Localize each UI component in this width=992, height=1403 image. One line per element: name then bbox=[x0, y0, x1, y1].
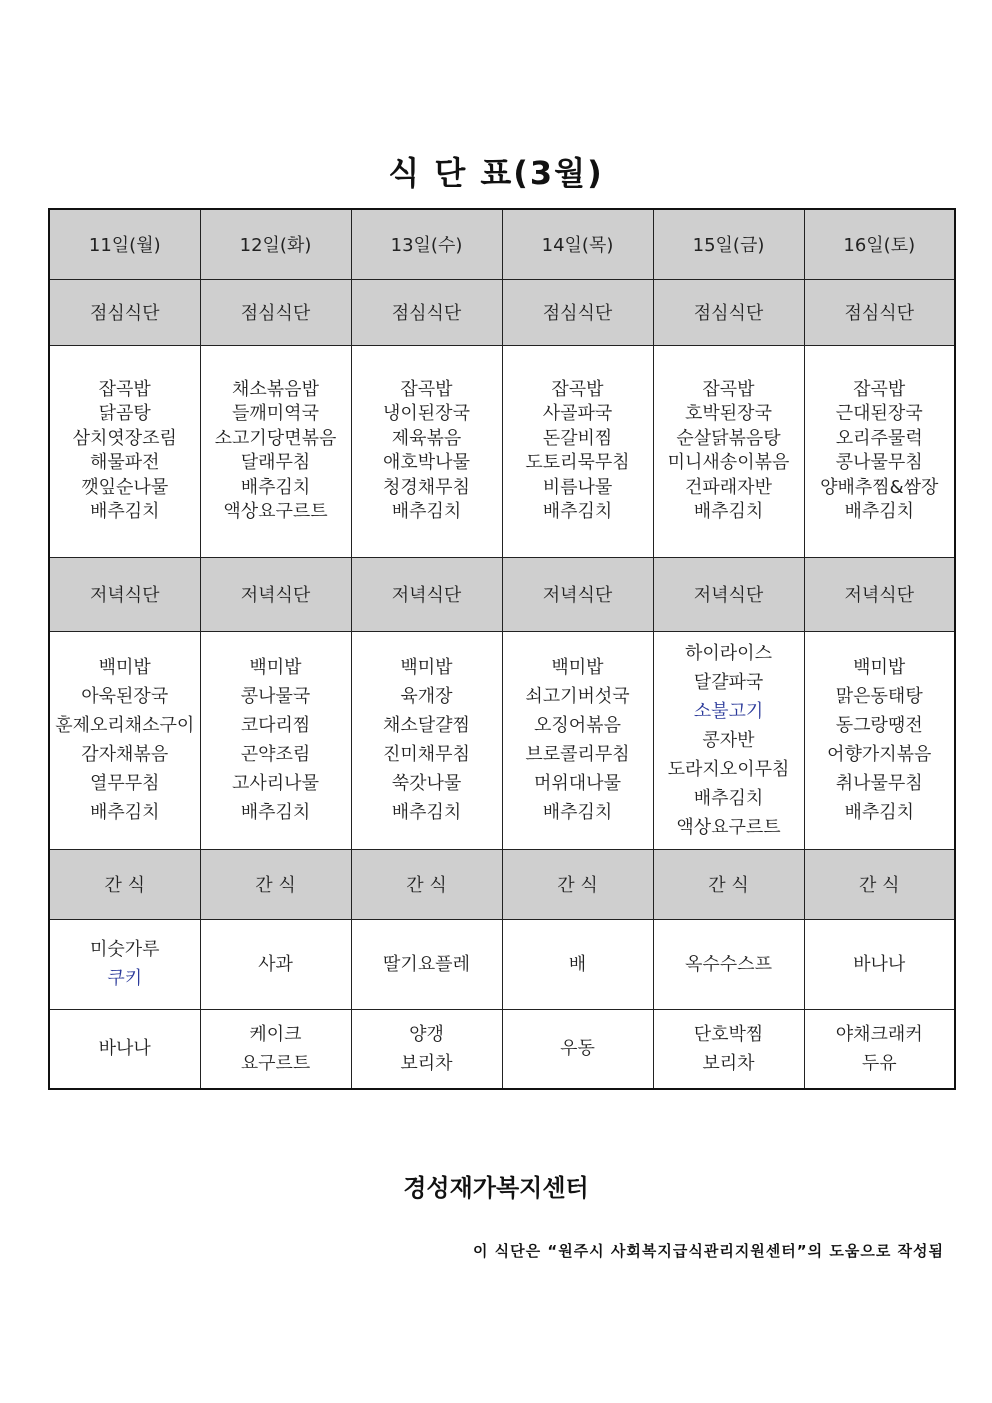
snack1-list bbox=[352, 950, 502, 979]
menu-item: 단호박찜 bbox=[693, 1023, 764, 1045]
menu-item: 요구르트 bbox=[240, 1052, 311, 1074]
dinner-header-cell: 저녁식단 bbox=[49, 557, 200, 631]
snack-header-cell: 간 식 bbox=[49, 849, 200, 919]
menu-item: 머위대나물 bbox=[534, 773, 621, 794]
lunch-cell bbox=[351, 345, 502, 557]
menu-item: 배추김치 bbox=[391, 802, 462, 823]
menu-item: 오징어볶음 bbox=[534, 715, 621, 736]
lunch-header-cell: 점심식단 bbox=[653, 279, 804, 345]
menu-item: 오리주물럭 bbox=[835, 427, 923, 449]
snack1-cell bbox=[653, 919, 804, 1009]
lunch-list bbox=[201, 378, 351, 525]
dinner-list bbox=[352, 653, 502, 827]
menu-item: 순살닭볶음탕 bbox=[676, 427, 781, 449]
dinner-list bbox=[201, 653, 351, 827]
dinner-header-cell: 저녁식단 bbox=[502, 557, 653, 631]
menu-item: 배추김치 bbox=[89, 802, 160, 823]
menu-item: 취나물무침 bbox=[835, 773, 923, 794]
menu-item: 소고기당면볶음 bbox=[214, 427, 337, 449]
lunch-list bbox=[805, 378, 955, 525]
menu-item: 청경채무침 bbox=[383, 476, 470, 498]
menu-item: 배추김치 bbox=[89, 501, 160, 522]
menu-item: 사과 bbox=[258, 953, 293, 975]
menu-item: 콩나물국 bbox=[240, 686, 311, 707]
lunch-header-cell: 점심식단 bbox=[351, 279, 502, 345]
day-header-cell: 15일(금) bbox=[653, 209, 804, 279]
menu-item: 배 bbox=[568, 953, 587, 975]
menu-item: 쿠키 bbox=[107, 968, 143, 989]
lunch-list bbox=[503, 378, 653, 525]
snack1-list bbox=[201, 950, 351, 979]
menu-item: 맑은동태탕 bbox=[835, 686, 923, 707]
menu-item: 양갱 bbox=[409, 1023, 444, 1045]
menu-item: 열무무침 bbox=[89, 773, 160, 794]
snack1-list bbox=[50, 935, 200, 993]
menu-item: 배추김치 bbox=[693, 501, 764, 522]
menu-item: 훈제오리채소구이 bbox=[55, 715, 195, 736]
menu-item: 도토리묵무침 bbox=[525, 452, 630, 473]
snack2-cell bbox=[49, 1009, 200, 1089]
menu-item: 두유 bbox=[861, 1052, 897, 1074]
menu-item: 케이크 bbox=[249, 1023, 302, 1045]
snack-header-cell: 간 식 bbox=[804, 849, 955, 919]
menu-item: 배추김치 bbox=[240, 802, 311, 823]
dinner-header-cell: 저녁식단 bbox=[653, 557, 804, 631]
menu-item: 아욱된장국 bbox=[81, 686, 169, 707]
menu-item: 채소달걀찜 bbox=[383, 715, 470, 736]
dinner-header-cell: 저녁식단 bbox=[804, 557, 955, 631]
lunch-list bbox=[50, 378, 200, 525]
dinner-list bbox=[805, 653, 955, 827]
menu-item: 액상요구르트 bbox=[223, 501, 328, 522]
snack2-cell bbox=[653, 1009, 804, 1089]
page-title: 식 단 표(3월) bbox=[388, 154, 604, 192]
day-header-row bbox=[49, 209, 955, 279]
menu-item: 애호박나물 bbox=[383, 452, 470, 473]
footnote: 이 식단은 “원주시 사회복지급식관리지원센터”의 도움으로 작성됨 bbox=[472, 1242, 944, 1260]
dinner-header-row bbox=[49, 557, 955, 631]
snack-row-1 bbox=[49, 919, 955, 1009]
menu-item: 삼치엿장조림 bbox=[72, 427, 177, 449]
dinner-header-cell: 저녁식단 bbox=[200, 557, 351, 631]
dinner-cell bbox=[653, 631, 804, 849]
lunch-header-row bbox=[49, 279, 955, 345]
menu-item: 잡곡밥 bbox=[98, 378, 151, 400]
day-header-cell: 11일(월) bbox=[49, 209, 200, 279]
snack-header-row bbox=[49, 849, 955, 919]
menu-table bbox=[48, 208, 956, 1090]
lunch-list bbox=[654, 378, 804, 525]
dinner-cell bbox=[49, 631, 200, 849]
menu-item: 미숫가루 bbox=[89, 939, 160, 960]
menu-item: 동그랑땡전 bbox=[835, 715, 923, 736]
menu-item: 닭곰탕 bbox=[98, 403, 151, 424]
snack2-list bbox=[201, 1020, 351, 1078]
center-name: 경성재가복지센터 bbox=[403, 1174, 589, 1202]
menu-item: 배추김치 bbox=[542, 802, 613, 823]
menu-item: 보리차 bbox=[702, 1052, 755, 1074]
menu-item: 들깨미역국 bbox=[232, 403, 319, 424]
menu-item: 액상요구르트 bbox=[676, 816, 781, 838]
snack2-cell bbox=[804, 1009, 955, 1089]
dinner-cell bbox=[804, 631, 955, 849]
lunch-row bbox=[49, 345, 955, 557]
lunch-cell bbox=[653, 345, 804, 557]
menu-item: 백미밥 bbox=[98, 657, 151, 678]
menu-item: 콩나물무침 bbox=[835, 452, 923, 473]
snack2-list bbox=[50, 1034, 200, 1063]
snack1-cell bbox=[200, 919, 351, 1009]
menu-item: 도라지오이무침 bbox=[667, 758, 790, 780]
menu-item: 깻잎순나물 bbox=[81, 476, 169, 498]
menu-item: 달걀파국 bbox=[693, 671, 764, 693]
menu-item: 돈갈비찜 bbox=[542, 427, 613, 449]
snack-header-cell: 간 식 bbox=[653, 849, 804, 919]
menu-item: 쑥갓나물 bbox=[391, 773, 462, 794]
menu-item: 잡곡밥 bbox=[400, 378, 453, 400]
snack1-list bbox=[503, 950, 653, 979]
snack2-cell bbox=[502, 1009, 653, 1089]
lunch-cell bbox=[502, 345, 653, 557]
day-header-cell: 14일(목) bbox=[502, 209, 653, 279]
menu-item: 곤약조림 bbox=[240, 744, 311, 765]
menu-item: 코다리찜 bbox=[240, 715, 311, 736]
menu-item: 쇠고기버섯국 bbox=[525, 686, 630, 707]
snack1-cell bbox=[502, 919, 653, 1009]
menu-item: 배추김치 bbox=[844, 501, 915, 522]
dinner-cell bbox=[200, 631, 351, 849]
lunch-cell bbox=[49, 345, 200, 557]
snack2-list bbox=[503, 1034, 653, 1063]
menu-item: 소불고기 bbox=[693, 700, 764, 722]
menu-item: 우동 bbox=[560, 1038, 595, 1060]
menu-item: 백미밥 bbox=[400, 657, 453, 678]
menu-item: 잡곡밥 bbox=[853, 378, 906, 400]
menu-item: 배추김치 bbox=[391, 501, 462, 522]
menu-item: 진미채무침 bbox=[383, 744, 470, 765]
snack-header-cell: 간 식 bbox=[351, 849, 502, 919]
menu-item: 바나나 bbox=[853, 953, 906, 975]
menu-item: 미니새송이볶음 bbox=[667, 452, 790, 473]
lunch-list bbox=[352, 378, 502, 525]
lunch-header-cell: 점심식단 bbox=[49, 279, 200, 345]
menu-item: 달래무침 bbox=[240, 452, 311, 473]
menu-item: 브로콜리무침 bbox=[525, 744, 630, 765]
menu-item: 호박된장국 bbox=[685, 403, 772, 424]
menu-item: 백미밥 bbox=[551, 657, 604, 678]
dinner-cell bbox=[502, 631, 653, 849]
snack2-cell bbox=[351, 1009, 502, 1089]
menu-item: 배추김치 bbox=[693, 787, 764, 809]
menu-item: 배추김치 bbox=[844, 802, 915, 823]
snack2-list bbox=[654, 1020, 804, 1078]
snack-header-cell: 간 식 bbox=[502, 849, 653, 919]
menu-item: 채소볶음밥 bbox=[232, 378, 319, 400]
lunch-cell bbox=[804, 345, 955, 557]
menu-item: 비름나물 bbox=[542, 476, 613, 498]
menu-item: 야채크래커 bbox=[835, 1023, 923, 1045]
menu-item: 사골파국 bbox=[542, 403, 613, 424]
menu-item: 잡곡밥 bbox=[702, 378, 755, 400]
menu-item: 배추김치 bbox=[542, 501, 613, 522]
dinner-cell bbox=[351, 631, 502, 849]
menu-item: 배추김치 bbox=[240, 476, 311, 498]
dinner-list bbox=[503, 653, 653, 827]
menu-item: 백미밥 bbox=[249, 657, 302, 678]
dinner-list bbox=[654, 639, 804, 842]
menu-item: 콩자반 bbox=[702, 729, 755, 751]
menu-item: 감자채볶음 bbox=[81, 744, 169, 765]
snack1-cell bbox=[804, 919, 955, 1009]
menu-item: 어향가지볶음 bbox=[827, 744, 932, 765]
menu-item: 양배추찜&쌈장 bbox=[820, 476, 939, 498]
snack1-cell bbox=[351, 919, 502, 1009]
day-header-cell: 13일(수) bbox=[351, 209, 502, 279]
menu-item: 옥수수스프 bbox=[685, 953, 772, 975]
menu-item: 건파래자반 bbox=[685, 476, 772, 498]
day-header-cell: 16일(토) bbox=[804, 209, 955, 279]
snack1-cell bbox=[49, 919, 200, 1009]
snack-row-2 bbox=[49, 1009, 955, 1089]
menu-item: 하이라이스 bbox=[685, 642, 772, 664]
menu-item: 보리차 bbox=[400, 1052, 453, 1074]
snack1-list bbox=[654, 950, 804, 979]
menu-item: 백미밥 bbox=[853, 657, 906, 678]
snack-header-cell: 간 식 bbox=[200, 849, 351, 919]
menu-item: 육개장 bbox=[400, 686, 453, 707]
menu-item: 딸기요플레 bbox=[383, 953, 470, 975]
snack1-list bbox=[805, 950, 955, 979]
menu-item: 해물파전 bbox=[89, 452, 160, 473]
menu-item: 바나나 bbox=[98, 1038, 151, 1060]
lunch-header-cell: 점심식단 bbox=[804, 279, 955, 345]
dinner-row bbox=[49, 631, 955, 849]
lunch-cell bbox=[200, 345, 351, 557]
snack2-cell bbox=[200, 1009, 351, 1089]
menu-item: 제육볶음 bbox=[391, 427, 462, 449]
menu-item: 고사리나물 bbox=[232, 773, 319, 794]
day-header-cell: 12일(화) bbox=[200, 209, 351, 279]
menu-item: 잡곡밥 bbox=[551, 378, 604, 400]
menu-item: 냉이된장국 bbox=[383, 403, 470, 424]
menu-item: 근대된장국 bbox=[835, 403, 923, 424]
snack2-list bbox=[352, 1020, 502, 1078]
snack2-list bbox=[805, 1020, 955, 1078]
lunch-header-cell: 점심식단 bbox=[200, 279, 351, 345]
dinner-list bbox=[50, 653, 200, 827]
lunch-header-cell: 점심식단 bbox=[502, 279, 653, 345]
dinner-header-cell: 저녁식단 bbox=[351, 557, 502, 631]
